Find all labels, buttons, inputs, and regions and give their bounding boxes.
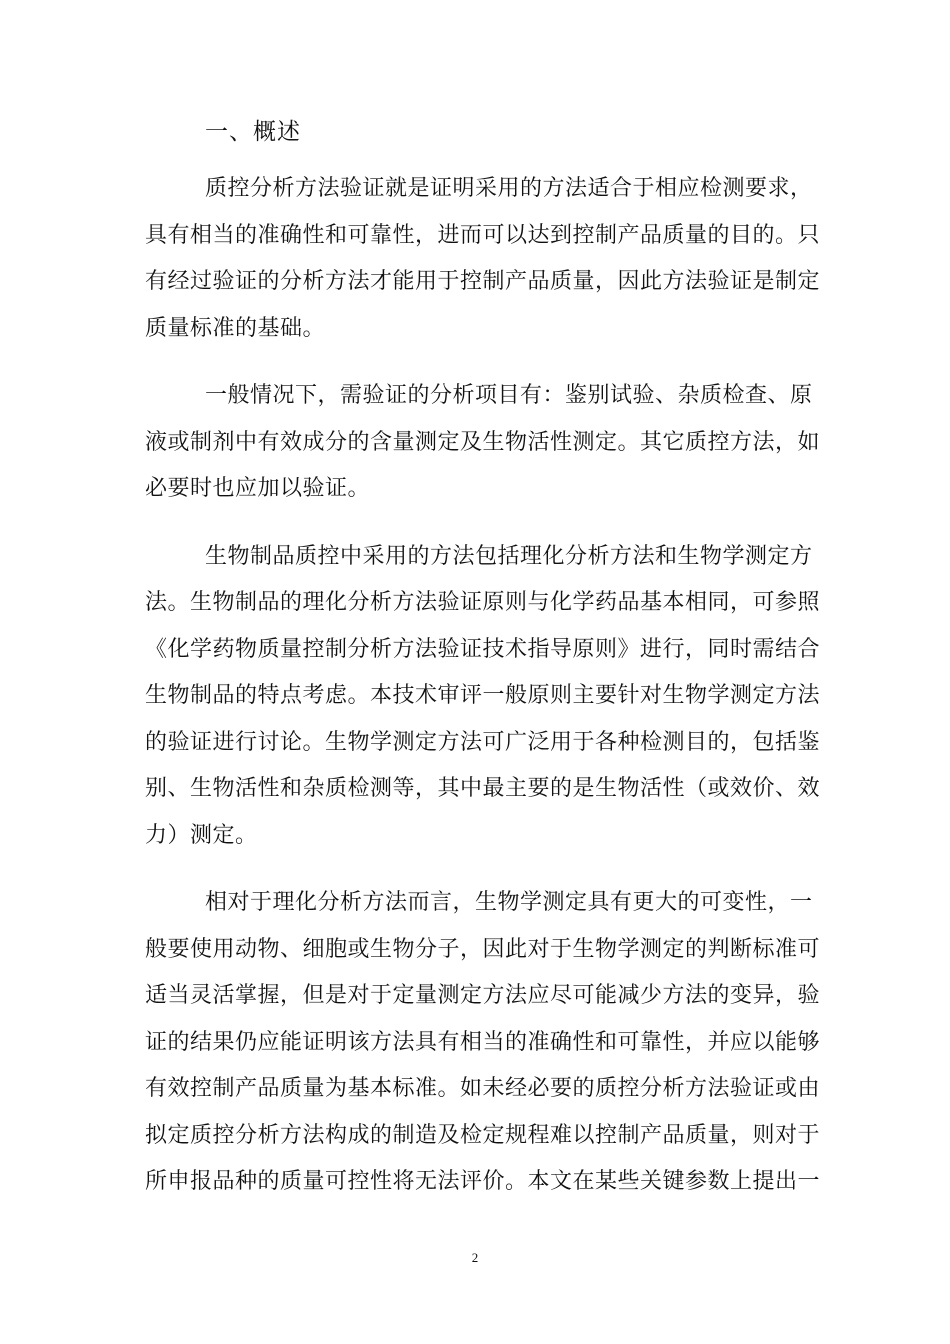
text-line: 法。生物制品的理化分析方法验证原则与化学药品基本相同，可参照 [145,590,821,615]
text-line: 适当灵活掌握，但是对于定量测定方法应尽可能减少方法的变异，验 [145,983,821,1008]
text-line: 的验证进行讨论。生物学测定方法可广泛用于各种检测目的，包括鉴 [145,729,821,755]
paragraph [145,534,821,860]
paragraph [145,373,821,513]
text-line: 所申报品种的质量可控性将无法评价。本文在某些关键参数上提出一 [145,1169,821,1194]
text-line: 质量标准的基础。 [145,315,326,341]
text-line: 生物制品的特点考虑。本技术审评一般原则主要针对生物学测定方法 [145,683,821,708]
text-line: 液或制剂中有效成分的含量测定及生物活性测定。其它质控方法，如 [145,429,821,455]
paragraph [145,880,821,1206]
text-line: 拟定质控分析方法构成的制造及检定规程难以控制产品质量，则对于 [145,1122,821,1148]
text-line: 相对于理化分析方法而言，生物学测定具有更大的可变性，一 [205,890,813,915]
text-line: 别、生物活性和杂质检测等，其中最主要的是生物活性（或效价、效 [145,776,821,801]
section-heading: 一、概述 [205,119,301,145]
text-line: 力）测定。 [145,822,258,848]
text-line: 般要使用动物、细胞或生物分子，因此对于生物学测定的判断标准可 [145,936,821,962]
page-number: 2 [471,1250,479,1265]
text-line: 有经过验证的分析方法才能用于控制产品质量，因此方法验证是制定 [145,269,821,294]
text-line: 有效控制产品质量为基本标准。如未经必要的质控分析方法验证或由 [145,1076,821,1101]
body-text [145,166,821,1227]
text-line: 一般情况下，需验证的分析项目有：鉴别试验、杂质检查、原 [205,383,813,408]
text-line: 《化学药物质量控制分析方法验证技术指导原则》进行，同时需结合 [145,636,821,662]
text-line: 生物制品质控中采用的方法包括理化分析方法和生物学测定方 [205,543,813,569]
text-line: 具有相当的准确性和可靠性，进而可以达到控制产品质量的目的。只 [145,222,821,248]
text-line: 必要时也应加以验证。 [145,476,371,501]
text-line: 证的结果仍应能证明该方法具有相当的准确性和可靠性，并应以能够 [145,1029,821,1055]
text-line: 质控分析方法验证就是证明采用的方法适合于相应检测要求， [205,176,813,201]
paragraph [145,166,821,352]
